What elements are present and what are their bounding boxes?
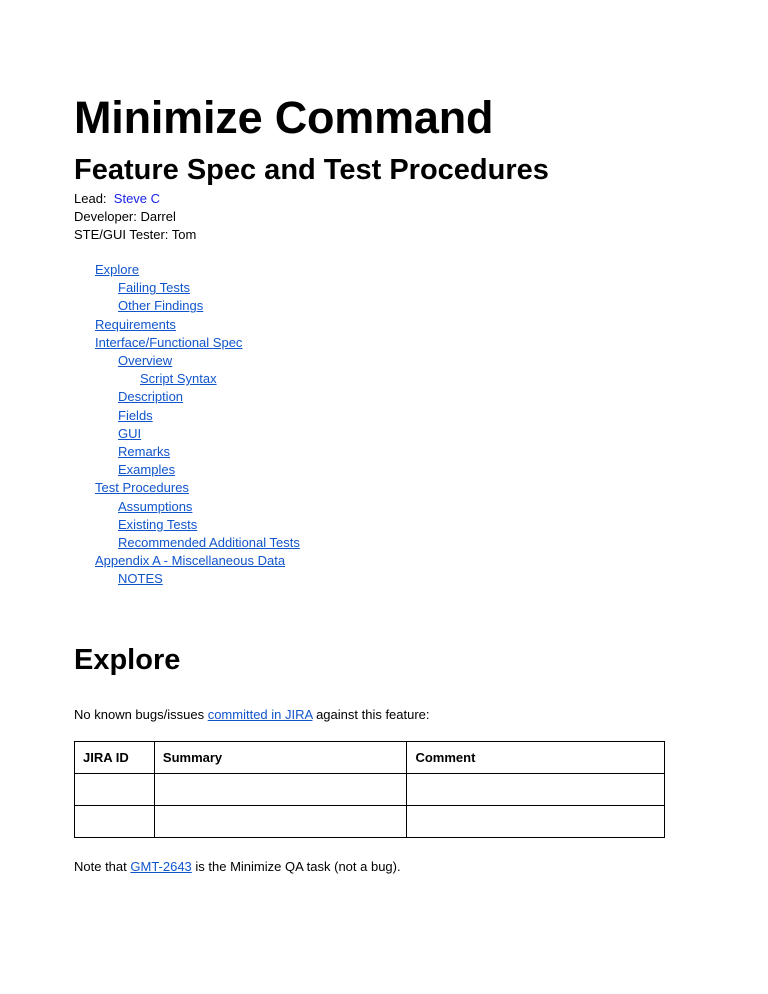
- toc-link-existing-tests[interactable]: Existing Tests: [118, 516, 198, 532]
- toc-link-appendix-a[interactable]: Appendix A - Miscellaneous Data: [95, 553, 286, 569]
- toc-link-assumptions[interactable]: Assumptions: [118, 498, 193, 514]
- toc-link-recommended-additional-tests[interactable]: Recommended Additional Tests: [118, 535, 300, 551]
- toc-link-requirements[interactable]: Requirements: [95, 316, 176, 332]
- tester-line: STE/GUI Tester: Tom: [74, 227, 197, 243]
- lead-label: Lead:: [74, 191, 107, 206]
- table-cell: [75, 806, 155, 838]
- people-block: [74, 190, 196, 245]
- gmt-2643-link[interactable]: GMT-2643: [130, 859, 192, 874]
- toc-link-fields[interactable]: Fields: [118, 407, 153, 423]
- table-row: [75, 806, 665, 838]
- toc-link-other-findings[interactable]: Other Findings: [118, 298, 204, 314]
- toc-link-explore[interactable]: Explore: [95, 262, 140, 277]
- committed-in-jira-link[interactable]: committed in JIRA: [207, 707, 313, 722]
- toc-link-examples[interactable]: Examples: [118, 462, 176, 478]
- intro-text-before: No known bugs/issues: [74, 707, 208, 722]
- header-comment: Comment: [407, 742, 665, 774]
- toc-link-remarks[interactable]: Remarks: [118, 444, 171, 460]
- toc-link-description[interactable]: Description: [118, 389, 184, 405]
- toc-link-test-procedures[interactable]: Test Procedures: [95, 480, 189, 496]
- table-cell: [154, 774, 407, 806]
- explore-note: [74, 858, 401, 876]
- toc-link-notes[interactable]: NOTES: [118, 571, 163, 587]
- note-text-after: is the Minimize QA task (not a bug).: [191, 859, 401, 874]
- lead-name-link[interactable]: Steve C: [113, 191, 161, 206]
- document-subtitle: Feature Spec and Test Procedures: [74, 154, 549, 186]
- toc-link-interface-functional-spec[interactable]: Interface/Functional Spec: [95, 334, 243, 350]
- table-cell: [407, 774, 665, 806]
- toc-link-overview[interactable]: Overview: [118, 353, 173, 369]
- explore-intro: [74, 706, 430, 724]
- intro-text-after: against this feature:: [312, 707, 430, 722]
- table-cell: [75, 774, 155, 806]
- table-row: [75, 774, 665, 806]
- toc-link-failing-tests[interactable]: Failing Tests: [118, 280, 191, 296]
- note-text-before: Note that: [74, 859, 131, 874]
- table-cell: [407, 806, 665, 838]
- header-jira-id: JIRA ID: [75, 742, 155, 774]
- table-of-contents: [95, 261, 300, 589]
- table-header-row: [75, 742, 665, 774]
- table-cell: [154, 806, 407, 838]
- jira-issues-table: [74, 741, 665, 838]
- document-title: Minimize Command: [74, 92, 494, 143]
- toc-link-script-syntax[interactable]: Script Syntax: [140, 371, 217, 387]
- explore-heading: Explore: [74, 644, 181, 676]
- lead-line: [74, 190, 196, 208]
- developer-line: Developer: Darrel: [74, 209, 176, 225]
- header-summary: Summary: [154, 742, 407, 774]
- toc-link-gui[interactable]: GUI: [118, 425, 142, 441]
